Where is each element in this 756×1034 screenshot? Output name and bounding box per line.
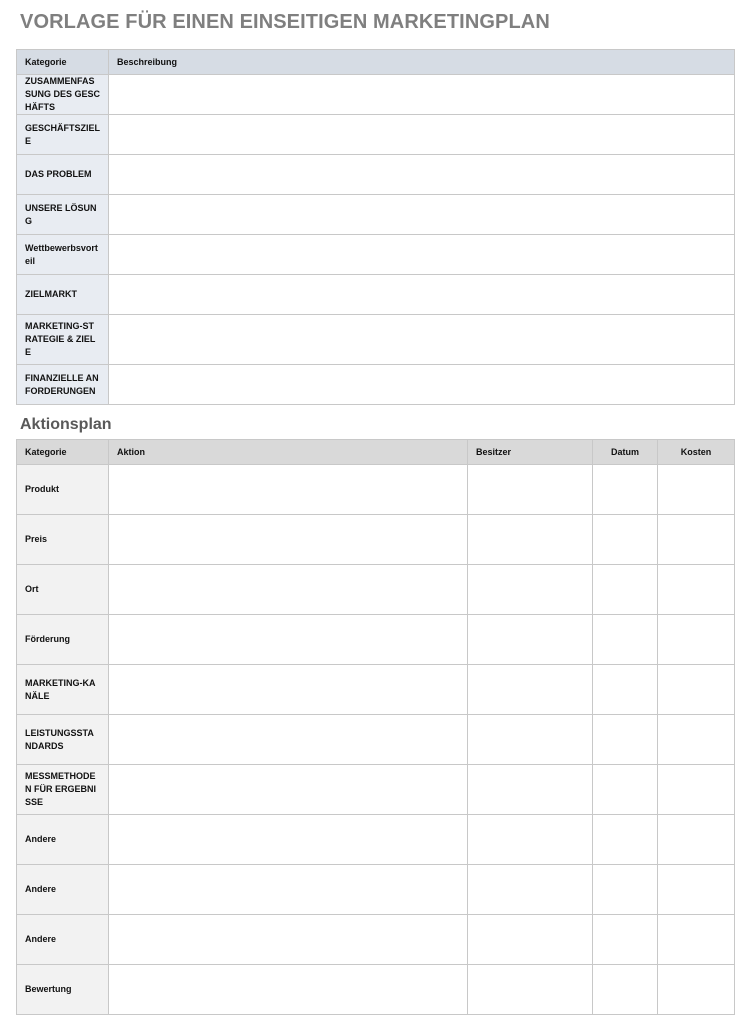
cost-cell[interactable]	[658, 465, 735, 515]
summary-table	[16, 49, 735, 405]
action-row	[17, 965, 735, 1015]
summary-description-cell[interactable]	[109, 195, 735, 235]
action-category-cell: Produkt	[17, 465, 109, 515]
summary-row	[17, 195, 735, 235]
owner-cell[interactable]	[468, 715, 593, 765]
summary-header-row	[17, 50, 735, 75]
summary-description-cell[interactable]	[109, 315, 735, 365]
action-row	[17, 665, 735, 715]
action-cell[interactable]	[109, 815, 468, 865]
summary-category-cell: ZUSAMMENFASSUNG DES GESCHÄFTS	[17, 75, 109, 115]
action-category-cell: Andere	[17, 815, 109, 865]
action-category-cell: Bewertung	[17, 965, 109, 1015]
action-row	[17, 515, 735, 565]
summary-row	[17, 155, 735, 195]
action-row	[17, 615, 735, 665]
cost-cell[interactable]	[658, 915, 735, 965]
summary-category-cell: FINANZIELLE ANFORDERUNGEN	[17, 365, 109, 405]
action-cell[interactable]	[109, 915, 468, 965]
summary-row	[17, 75, 735, 115]
action-category-cell: Ort	[17, 565, 109, 615]
action-row	[17, 715, 735, 765]
date-cell[interactable]	[593, 665, 658, 715]
action-cell[interactable]	[109, 565, 468, 615]
date-cell[interactable]	[593, 765, 658, 815]
page-title: VORLAGE FÜR EINEN EINSEITIGEN MARKETINGPLAN	[20, 11, 550, 33]
cost-cell[interactable]	[658, 615, 735, 665]
action-category-cell: LEISTUNGSSTANDARDS	[17, 715, 109, 765]
action-cell[interactable]	[109, 865, 468, 915]
action-row	[17, 915, 735, 965]
summary-description-cell[interactable]	[109, 235, 735, 275]
action-header-action: Aktion	[109, 440, 468, 465]
action-row	[17, 865, 735, 915]
owner-cell[interactable]	[468, 965, 593, 1015]
action-category-cell: Preis	[17, 515, 109, 565]
action-category-cell: Andere	[17, 915, 109, 965]
action-row	[17, 565, 735, 615]
summary-description-cell[interactable]	[109, 115, 735, 155]
summary-header-description: Beschreibung	[109, 50, 735, 75]
summary-row	[17, 235, 735, 275]
summary-category-cell: MARKETING-STRATEGIE & ZIELE	[17, 315, 109, 365]
summary-category-cell: ZIELMARKT	[17, 275, 109, 315]
action-cell[interactable]	[109, 665, 468, 715]
cost-cell[interactable]	[658, 665, 735, 715]
owner-cell[interactable]	[468, 615, 593, 665]
date-cell[interactable]	[593, 965, 658, 1015]
action-cell[interactable]	[109, 715, 468, 765]
owner-cell[interactable]	[468, 865, 593, 915]
cost-cell[interactable]	[658, 815, 735, 865]
cost-cell[interactable]	[658, 715, 735, 765]
action-category-cell: Förderung	[17, 615, 109, 665]
date-cell[interactable]	[593, 565, 658, 615]
summary-description-cell[interactable]	[109, 365, 735, 405]
cost-cell[interactable]	[658, 515, 735, 565]
action-header-row	[17, 440, 735, 465]
action-plan-title: Aktionsplan	[20, 416, 112, 433]
owner-cell[interactable]	[468, 915, 593, 965]
summary-description-cell[interactable]	[109, 275, 735, 315]
action-row	[17, 465, 735, 515]
summary-category-cell: UNSERE LÖSUNG	[17, 195, 109, 235]
action-row	[17, 815, 735, 865]
action-category-cell: MARKETING-KANÄLE	[17, 665, 109, 715]
action-cell[interactable]	[109, 515, 468, 565]
date-cell[interactable]	[593, 615, 658, 665]
summary-category-cell: GESCHÄFTSZIELE	[17, 115, 109, 155]
date-cell[interactable]	[593, 715, 658, 765]
date-cell[interactable]	[593, 515, 658, 565]
action-cell[interactable]	[109, 615, 468, 665]
cost-cell[interactable]	[658, 865, 735, 915]
action-header-cost: Kosten	[658, 440, 735, 465]
summary-category-cell: Wettbewerbsvorteil	[17, 235, 109, 275]
date-cell[interactable]	[593, 915, 658, 965]
action-category-cell: Andere	[17, 865, 109, 915]
cost-cell[interactable]	[658, 565, 735, 615]
date-cell[interactable]	[593, 465, 658, 515]
owner-cell[interactable]	[468, 465, 593, 515]
summary-category-cell: DAS PROBLEM	[17, 155, 109, 195]
date-cell[interactable]	[593, 865, 658, 915]
owner-cell[interactable]	[468, 815, 593, 865]
date-cell[interactable]	[593, 815, 658, 865]
summary-row	[17, 115, 735, 155]
action-cell[interactable]	[109, 765, 468, 815]
action-header-date: Datum	[593, 440, 658, 465]
summary-description-cell[interactable]	[109, 155, 735, 195]
summary-description-cell[interactable]	[109, 75, 735, 115]
owner-cell[interactable]	[468, 765, 593, 815]
cost-cell[interactable]	[658, 965, 735, 1015]
action-row	[17, 765, 735, 815]
owner-cell[interactable]	[468, 565, 593, 615]
action-cell[interactable]	[109, 465, 468, 515]
action-plan-table	[16, 439, 735, 1015]
action-cell[interactable]	[109, 965, 468, 1015]
summary-header-category: Kategorie	[17, 50, 109, 75]
action-category-cell: MESSMETHODEN FÜR ERGEBNISSE	[17, 765, 109, 815]
action-rows	[17, 465, 735, 1015]
summary-row	[17, 365, 735, 405]
cost-cell[interactable]	[658, 765, 735, 815]
action-header-category: Kategorie	[17, 440, 109, 465]
summary-row	[17, 275, 735, 315]
owner-cell[interactable]	[468, 665, 593, 715]
action-header-owner: Besitzer	[468, 440, 593, 465]
summary-row	[17, 315, 735, 365]
owner-cell[interactable]	[468, 515, 593, 565]
